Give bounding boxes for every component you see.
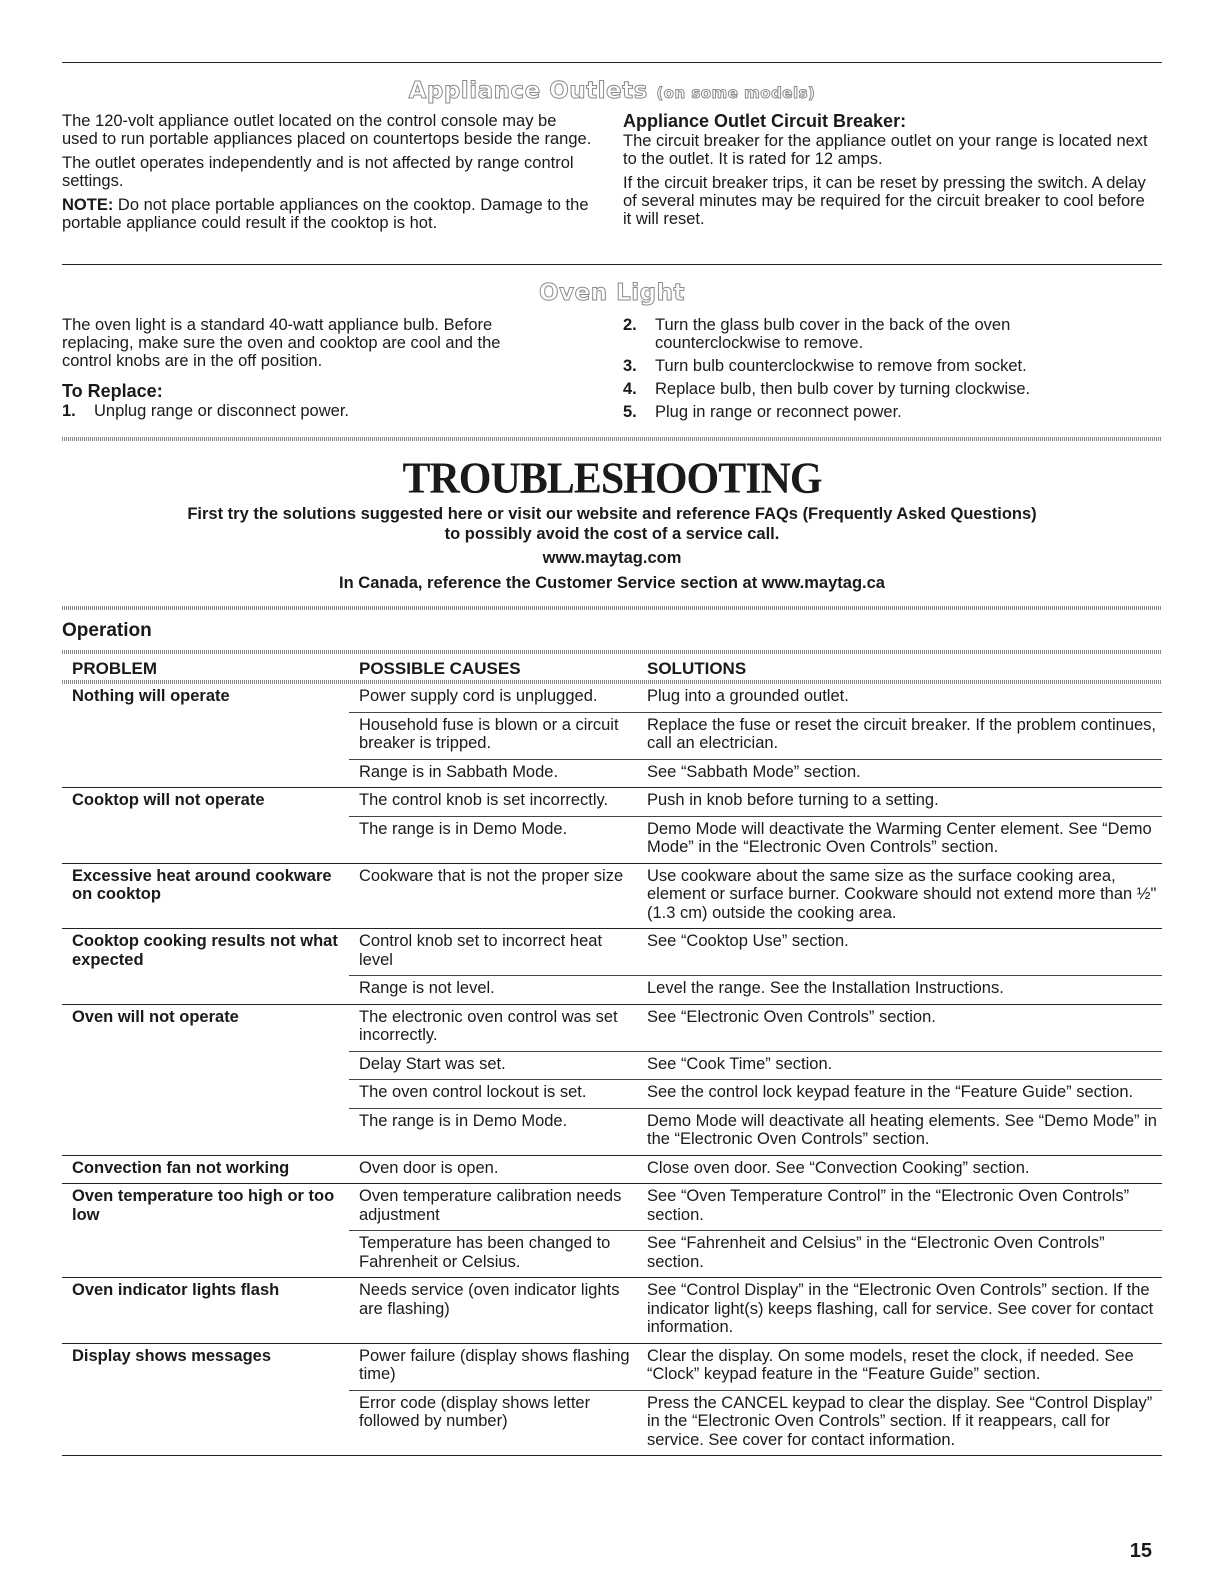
appliance-outlets-heading: Appliance Outlets (on some models)	[408, 78, 816, 104]
cause-solution-list	[349, 1005, 1162, 1155]
solution: Close oven door. See “Convection Cooking” section.	[647, 1158, 1030, 1177]
solution: Use cookware about the same size as the surface cooking area, element or surface burner. Cookware should not extend more than ½" (1.3 cm) outside the cooking area.	[647, 866, 1157, 922]
solution: Plug into a grounded outlet.	[647, 687, 849, 705]
problem-group	[62, 1278, 1162, 1344]
table-row	[349, 1230, 1162, 1277]
header-causes: POSSIBLE CAUSES	[359, 658, 521, 678]
oven-light-right-column	[623, 316, 1123, 426]
possible-cause: Power supply cord is unplugged.	[359, 687, 598, 705]
table-row	[349, 975, 1162, 1004]
intro-line-1: First try the solutions suggested here or visit our website and reference FAQs (Frequently Asked Questions)	[187, 505, 1037, 523]
problem-group	[62, 1156, 1162, 1185]
solution: See “Oven Temperature Control” in the “Electronic Oven Controls” section.	[647, 1187, 1130, 1224]
cause-solution-list	[349, 1344, 1162, 1456]
table-row	[349, 929, 1162, 975]
problem-group	[62, 864, 1162, 930]
table-header	[62, 654, 1162, 678]
table-body	[62, 684, 1162, 1456]
solution: Press the CANCEL keypad to clear the display. See “Control Display” in the “Electronic Oven Controls” section. If it reappears, call for service. See cover for contact information.	[647, 1393, 1153, 1449]
table-row	[349, 712, 1162, 759]
problem-group	[62, 1005, 1162, 1156]
outlets-para-2: The outlet operates independently and is not affected by range control settings.	[62, 154, 574, 190]
solution: See “Electronic Oven Controls” section.	[647, 1007, 936, 1026]
solution: See “Fahrenheit and Celsius” in the “Electronic Oven Controls” section.	[647, 1234, 1105, 1271]
table-row	[349, 759, 1162, 788]
table-row	[349, 1156, 1162, 1184]
solution: See “Cooktop Use” section.	[647, 932, 849, 950]
problem-label: Excessive heat around cookware on cooktop	[72, 866, 332, 903]
outlets-para-1: The 120-volt appliance outlet located on the control console may be used to run portable appliances placed on countertops beside the range.	[62, 112, 592, 148]
canada-note: In Canada, reference the Customer Service section at www.maytag.ca	[339, 573, 885, 592]
dotted-divider-bottom	[62, 606, 1162, 610]
table-row	[349, 1390, 1162, 1456]
possible-cause: The electronic oven control was set incorrectly.	[359, 1007, 618, 1044]
step-item: 3. Turn bulb counterclockwise to remove from socket.	[623, 357, 1027, 375]
breaker-para-2: If the circuit breaker trips, it can be reset by pressing the switch. A delay of several minutes may be required for the circuit breaker to cool before it will reset.	[623, 174, 1146, 228]
possible-cause: Control knob set to incorrect heat level	[359, 932, 603, 969]
possible-cause: Needs service (oven indicator lights are flashing)	[359, 1281, 620, 1318]
possible-cause: The control knob is set incorrectly.	[359, 791, 609, 809]
oven-light-heading: Oven Light	[539, 280, 685, 306]
step-item: 2. Turn the glass bulb cover in the back of the oven counterclockwise to remove.	[623, 316, 1011, 352]
problem-label: Display shows messages	[72, 1346, 272, 1365]
replace-steps-left	[62, 402, 552, 420]
oven-light-intro: The oven light is a standard 40-watt appliance bulb. Before replacing, make sure the oven and cooktop are cool and the control knobs are in the off position.	[62, 316, 501, 370]
header-solutions: SOLUTIONS	[647, 658, 747, 678]
page-number: 15	[1129, 1540, 1152, 1562]
possible-cause: The range is in Demo Mode.	[359, 819, 568, 838]
solution: Demo Mode will deactivate the Warming Center element. See “Demo Mode” in the “Electronic Oven Controls” section.	[647, 819, 1152, 856]
table-row	[349, 1005, 1162, 1051]
possible-cause: Delay Start was set.	[359, 1054, 506, 1073]
website-link[interactable]: www.maytag.com	[542, 549, 682, 567]
operation-title: Operation	[62, 620, 152, 641]
outlets-right-column	[623, 112, 1153, 234]
possible-cause: Household fuse is blown or a circuit breaker is tripped.	[359, 715, 619, 752]
possible-cause: Range is not level.	[359, 979, 495, 997]
solution: Demo Mode will deactivate all heating elements. See “Demo Mode” in the “Electronic Oven Controls” section.	[647, 1111, 1157, 1148]
cause-solution-list	[349, 1278, 1162, 1343]
problem-label: Cooktop will not operate	[72, 791, 265, 809]
problem-label: Nothing will operate	[72, 687, 230, 705]
operation-table	[62, 650, 1162, 1456]
top-rule	[62, 62, 1162, 63]
breaker-title: Appliance Outlet Circuit Breaker:	[623, 111, 907, 131]
problem-group	[62, 684, 1162, 788]
problem-label: Oven will not operate	[72, 1007, 239, 1026]
troubleshooting-intro	[62, 505, 1162, 593]
solution: See “Cook Time” section.	[647, 1054, 833, 1073]
cause-solution-list	[349, 1156, 1162, 1184]
table-row	[349, 684, 1162, 712]
replace-steps-right	[623, 316, 1123, 421]
cause-solution-list	[349, 788, 1162, 863]
step-item: 1. Unplug range or disconnect power.	[62, 402, 349, 420]
solution: See the control lock keypad feature in the “Feature Guide” section.	[647, 1083, 1134, 1101]
problem-label: Oven temperature too high or too low	[72, 1187, 335, 1224]
table-top-dotted	[62, 650, 1162, 654]
solution: Push in knob before turning to a setting.	[647, 791, 939, 809]
table-row	[349, 1184, 1162, 1230]
manual-page	[62, 0, 1162, 1585]
solution: Clear the display. On some models, reset the clock, if needed. See “Clock” keypad feature in the “Feature Guide” section.	[647, 1346, 1134, 1383]
oven-light-left-column	[62, 316, 552, 425]
table-row	[349, 1344, 1162, 1390]
table-row	[349, 788, 1162, 816]
table-row	[349, 1108, 1162, 1155]
possible-cause: Cookware that is not the proper size	[359, 866, 624, 885]
to-replace-title: To Replace:	[62, 381, 163, 401]
solution: See “Sabbath Mode” section.	[647, 762, 861, 781]
oven-light-rule	[62, 264, 1162, 265]
problem-group	[62, 1184, 1162, 1278]
problem-label: Oven indicator lights flash	[72, 1281, 280, 1299]
table-row	[349, 816, 1162, 863]
possible-cause: The oven control lockout is set.	[359, 1083, 587, 1101]
dotted-divider-top	[62, 437, 1162, 441]
header-problem: PROBLEM	[72, 658, 157, 678]
table-row	[349, 864, 1162, 929]
troubleshooting-title: TROUBLESHOOTING	[402, 454, 822, 504]
outlets-note: NOTE: Do not place portable appliances on the cooktop. Damage to the portable appliance could result if the cooktop is hot.	[62, 196, 589, 232]
table-row	[349, 1051, 1162, 1080]
possible-cause: Temperature has been changed to Fahrenheit or Celsius.	[359, 1234, 611, 1271]
possible-cause: Range is in Sabbath Mode.	[359, 762, 559, 781]
problem-group	[62, 1344, 1162, 1457]
problem-label: Cooktop cooking results not what expected	[72, 932, 338, 969]
solution: Level the range. See the Installation Instructions.	[647, 979, 1004, 997]
breaker-para-1: The circuit breaker for the appliance outlet on your range is located next to the outlet. It is rated for 12 amps.	[623, 132, 1148, 168]
possible-cause: Error code (display shows letter followed by number)	[359, 1393, 591, 1430]
possible-cause: Oven temperature calibration needs adjustment	[359, 1187, 622, 1224]
problem-group	[62, 929, 1162, 1005]
cause-solution-list	[349, 1184, 1162, 1277]
solution: Replace the fuse or reset the circuit breaker. If the problem continues, call an electrician.	[647, 715, 1157, 752]
outlets-left-column	[62, 112, 592, 238]
problem-group	[62, 788, 1162, 864]
cause-solution-list	[349, 864, 1162, 929]
step-item: 5. Plug in range or reconnect power.	[623, 403, 902, 421]
table-row	[349, 1079, 1162, 1108]
step-item: 4. Replace bulb, then bulb cover by turning clockwise.	[623, 380, 1031, 398]
possible-cause: Power failure (display shows flashing time)	[359, 1346, 630, 1383]
solution: See “Control Display” in the “Electronic Oven Controls” section. If the indicator light(s) keeps flashing, call for service. See cover for contact information.	[647, 1281, 1154, 1336]
possible-cause: Oven door is open.	[359, 1158, 499, 1177]
intro-line-2: to possibly avoid the cost of a service call.	[444, 524, 780, 543]
table-row	[349, 1278, 1162, 1343]
possible-cause: The range is in Demo Mode.	[359, 1111, 568, 1130]
problem-label: Convection fan not working	[72, 1158, 290, 1177]
cause-solution-list	[349, 929, 1162, 1004]
cause-solution-list	[349, 684, 1162, 787]
